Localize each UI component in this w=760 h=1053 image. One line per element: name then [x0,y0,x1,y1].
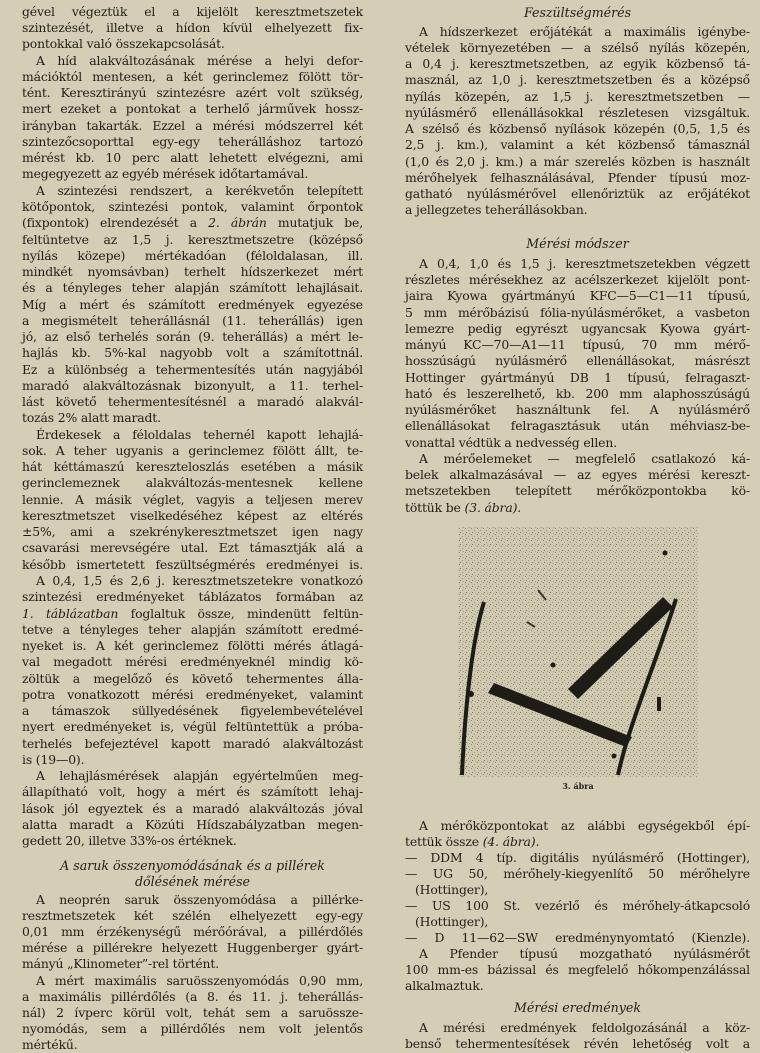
inline-reference: 2. ábrán [208,215,267,230]
text-line: pontokkal való összekapcsolását. [22,36,225,51]
text-line: (1,0 és 2,0 j. km.) a már szerelés közben is használt [405,154,750,169]
text-line: Ez a különbség a tehermentesítés után nagyjából [22,362,363,377]
text-line: állapítható volt, hogy a mért és számított lehaj- [22,784,363,799]
text-line: 100 mm-es bázissal és megfelelő hőkompenzálással [405,962,750,977]
text-line: irányban takarták. Ezzel a mérési módszerrel két [22,118,363,133]
text-line: metszetekben telepített mérőközpontokba kö- [405,483,750,498]
text-line: nyomódás, sem a pillérdőlés nem volt jelentős [22,1021,363,1036]
text-line: A mérőelemeket — megfelelő csatlakozó ká- [419,451,750,466]
text-line: nyúlásmérő ellenállásokkal részletesen vizsgáltuk. [405,105,750,120]
text-line: szintezőcsoporttal egy-egy teherálláshoz tartozó [22,134,363,149]
text-line: masznál, az 1,0 j. keresztmetszetben és a középső [405,72,750,87]
list-item-continuation: (Hottinger), [415,882,489,897]
text-line: A mért maximális saruösszenyomódás 0,90 mm, [36,973,363,988]
text-line: potra vonatkozott mérési eredményeket, valamint [22,687,363,702]
text-line: nyert eredményeket is, végül feltüntettük a próba- [22,719,363,734]
text-line: a maximális pillérdőlés (a 8. és 11. j. teherállás- [22,989,363,1004]
text-line: lennie. A másik véglet, vagyis a teljesen merev [22,492,363,507]
text-line: is (19—0). [22,752,85,767]
text-line [405,834,750,850]
text-line: terhelés befejeztével kapott maradó alakváltozást [22,736,363,751]
text-line: A mérőközpontokat az alábbi egységekből épí- [419,818,750,833]
text-line: resztmetszetek két szélén elhelyezett egy-egy [22,908,363,923]
text-line: mányú „Klinometer”-rel történt. [22,956,219,971]
text-line: nyúlásmérőket használtunk fel. A nyúlásmérő [405,402,750,417]
text-line: keresztmetszet viselkedéséhez képest az eltérés [22,508,363,523]
text-line: szintezési eredményeket táblázatos formában az [22,589,363,604]
text-line: alatta maradt a Közúti Hídszabályzatban megen- [22,817,363,832]
text-line: ±5%, ami a szekrénykeresztmetszet igen nagy [22,524,363,539]
text-line: megegyezett az egyéb mérések időtartamával. [22,166,309,181]
text-line: hát kéttámaszú kereszteloszlás esetében a másik [22,459,363,474]
section-heading: Mérési eredmények [513,1000,641,1015]
text-line: gerinclemeznek alakváltozás-mentesnek kellene [22,475,363,490]
text-line: lások jól egyeztek és a maradó alakváltozás jóval [22,801,363,816]
text-line: mértékű. [22,1037,78,1052]
text-line: A hídszerkezet erőjátékát a maximális igénybe- [419,24,750,39]
text-line: maradó alakváltozásnak bizonyult, a 11. terhel- [22,378,363,393]
text-line: lást követő tehermentesítésnél a maradó alakvál- [22,394,363,409]
text-line: val megadott mérési eredményeknél mindig kö- [22,654,363,669]
text-line: 2,5 j. km.), valamint a két közbenső támasznál [405,137,750,152]
text-line: a támaszok süllyedésének figyelembevételével [22,703,363,718]
text-line: A Pfender típusú mozgatható nyúlásmérőt [419,946,750,961]
text-line: A mérési eredmények feldolgozásánál a köz- [419,1020,750,1035]
list-item: — DDM 4 típ. digitális nyúlásmérő (Hottinger), [405,850,750,865]
text-line: (fixpontok) elrendezését a 2. ábrán mutatjuk be, [22,215,363,230]
text-fragment: tettük össze [405,834,479,849]
text-line: ható és leszerelhető, kb. 200 mm alaphosszúságú [405,386,750,401]
text-line: nyílás közepe) mértékadóan (féloldalasan, ill. [22,248,363,263]
text-line: nyeket is. A két gerinclemez fölötti mérés átlagá- [22,638,363,653]
text-line: mérést kb. 10 perc alatt lehetett elvégezni, ami [22,150,363,165]
text-line: tozás 2% alatt maradt. [22,410,161,425]
text-line: hosszúságú nyúlásmérő ellenállásokat, másrészt [405,353,750,368]
text-line: a 0,4 j. keresztmetszetben, az egyik közbenső tá- [405,56,750,71]
text-line: gatható nyúlásmérővel ellenőriztük az erőjátékot [405,186,750,201]
text-line: Hottinger gyártmányú DB 1 típusú, felragaszt- [405,370,750,385]
figure-reference: (4. ábra). [482,834,540,849]
right-column-bottom [405,0,750,1052]
list-item: — US 100 St. vezérlő és mérőhely-átkapcsoló [405,898,750,913]
text-line: Érdekesek a féloldalas tehernél kapott lehajlá- [36,427,363,442]
text-line: gével végeztük el a kijelölt keresztmetszetek [22,4,363,19]
text-line: benső tehermentesítések révén lehetőség volt a [405,1036,750,1051]
text-line: zöltük a megelőző és követő tehermentes álla- [22,671,363,686]
text-line: nál) 2 ívperc körül volt, tehát sem a saruössze- [22,1005,363,1020]
text-line: kötőpontok, szintezési pontok, valamint őrpontok [22,199,363,214]
text-line: A lehajlásmérések alapján egyértelműen meg- [36,768,363,783]
text-line: mányú KC—70—A1—11 típusú, 70 mm mérő- [405,337,750,352]
text-line: és a tényleges teher alapján számított lehajlásait. [22,280,363,295]
text-line: szintezését, illetve a hídon kívül elhelyezett fix- [22,20,363,35]
text-line: mert ezeket a pontokat a terhelő járművek hossz- [22,101,363,116]
text-line: részletes mérésekhez az acélszerkezet kijelölt pont- [405,272,750,287]
text-line: mérése a pillérekre helyezett Huggenberger gyárt- [22,940,363,955]
inline-reference: 1. táblázatban [22,606,119,621]
figure-caption: 3. ábra [562,781,594,791]
section-heading: Feszültségmérés [523,5,632,20]
text-line: a megismételt teherállásnál (11. teherállás) igen [22,313,363,328]
text-line: A szélső és közbenső nyílások közepén (0,5, 1,5 és [405,121,750,136]
text-line: tetve a tényleges teher alapján számított eredmé- [22,622,363,637]
list-item: — UG 50, mérőhely-kiegyenlítő 50 mérőhelyre [405,866,750,881]
text-line: sok. A teher ugyanis a gerinclemez fölött állt, te- [22,443,363,458]
text-line: 0,01 mm érzékenységű mérőórával, a pillérdőlés [22,924,363,939]
text-line: 1. táblázatban foglaltuk össze, mindenütt feltün- [22,606,363,621]
section-heading: A saruk összenyomódásának és a pillérek [60,858,325,873]
text-line: A szintezési rendszert, a kerékvetőn telepített [36,183,363,198]
text-line: jó, az első terhelés során (9. teherállás) a mért le- [22,329,363,344]
text-line: A híd alakváltozásának mérése a helyi defor- [36,53,363,68]
text-line: tént. Keresztirányú szintezésre azért volt szükség, [22,85,363,100]
text-line: lemezre pedig egyrészt ugyancsak Kyowa gyárt- [405,321,750,336]
text-line: alkalmaztuk. [405,978,484,993]
text-line: feltüntetve az 1,5 j. keresztmetszetre (középső [22,232,363,247]
text-line: hajlás kb. 5%-kal nagyobb volt a számítottnál. [22,345,363,360]
text-line: mációktól mentesen, a két gerinclemez fölött tör- [22,69,363,84]
text-line: A 0,4, 1,5 és 2,6 j. keresztmetszetekre vonatkozó [36,573,363,588]
text-line: jaira Kyowa gyártmányú KFC—5—C1—11 típusú, [405,288,750,303]
text-line: A neoprén saruk összenyomódása a pillérke- [36,892,363,907]
list-item-continuation: (Hottinger), [415,914,489,929]
figure-reference: (3. ábra). [464,500,522,515]
section-heading: Mérési módszer [526,236,629,251]
text-line: A 0,4, 1,0 és 1,5 j. keresztmetszetekben végzett [419,256,750,271]
text-line: mérőhelyek felhasználásával, Pfender típusú moz- [405,170,750,185]
left-column [22,0,363,1052]
text-line: csavarási merevségére utal. Ezt támasztják alá a [22,540,363,555]
text-line: később ismertetett feszültségmérés eredményei is. [22,557,363,572]
section-heading: dőlésének mérése [134,874,251,889]
text-line: nyílás közepén, az 1,5 j. keresztmetszetben — [405,89,750,104]
text-line: vonattal védtük a nedvesség ellen. [405,435,617,450]
text-line: a jellegzetes teherállásokban. [405,202,588,217]
text-line: gedett 20, illetve 33%-os értéknek. [22,833,237,848]
text-line: Míg a mért és számított eredmények egyezése [22,297,363,312]
text-line: vételek környezetében — a szélső nyílás közepén, [405,40,750,55]
text-line: belek alkalmazásával — az egyes mérési kereszt- [405,467,750,482]
text-line: 5 mm mérőbázisú fólia-nyúlásmérőket, a vasbeton [405,305,750,320]
list-item: — D 11—62—SW eredménynyomtató (Kienzle). [405,930,750,945]
text-fragment: töttük be [405,500,461,515]
text-line: ellenállásokat felragasztásuk után méhviasz-be- [405,418,750,433]
text-line: mindkét nyomsávban) terhelt hídszerkezet mért [22,264,363,279]
